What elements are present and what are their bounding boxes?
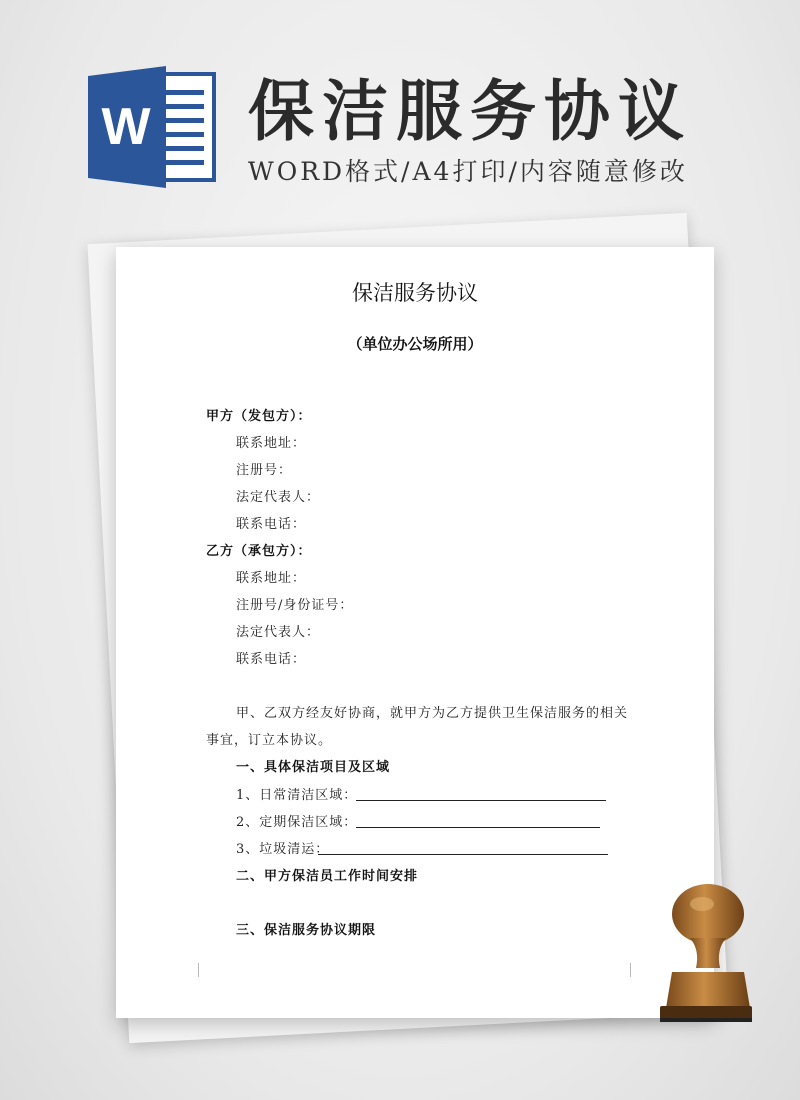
section-1-item-2: 2、定期保洁区域： [236, 815, 358, 830]
section-3-heading: 三、保洁服务协议期限 [236, 923, 377, 938]
document-subtitle: （单位办公场所用） [347, 335, 483, 353]
party-b-address: 联系地址： [236, 571, 307, 586]
section-1-item-1: 1、日常清洁区域： [236, 788, 358, 803]
section-1-heading: 一、具体保洁项目及区域 [236, 760, 391, 775]
party-a-reg-no: 注册号： [236, 463, 293, 478]
banner-title: 保洁服务协议 [248, 73, 692, 150]
party-b-reg-no: 注册号/身份证号： [236, 598, 354, 613]
banner-subtitle: WORD格式/A4打印/内容随意修改 [248, 157, 688, 186]
party-b-legal-rep: 法定代表人： [236, 625, 321, 640]
intro-line-2: 事宜，订立本协议。 [206, 733, 333, 748]
party-a-heading: 甲方（发包方）： [206, 409, 312, 424]
document-title: 保洁服务协议 [352, 281, 478, 305]
party-b-phone: 联系电话： [236, 652, 307, 667]
fill-line-daily-area [356, 800, 606, 801]
fill-line-periodic-area [356, 827, 600, 828]
party-a-address: 联系地址： [236, 436, 307, 451]
page-corner-mark-right [630, 963, 631, 977]
party-a-phone: 联系电话： [236, 517, 307, 532]
page-corner-mark-left [198, 963, 199, 977]
section-2-heading: 二、甲方保洁员工作时间安排 [236, 869, 419, 884]
word-logo-icon [88, 66, 216, 188]
intro-line-1: 甲、乙双方经友好协商，就甲方为乙方提供卫生保洁服务的相关 [236, 706, 629, 721]
party-a-legal-rep: 法定代表人： [236, 490, 321, 505]
word-logo-letter: W [101, 98, 151, 156]
section-1-item-3: 3、垃圾清运： [236, 842, 330, 857]
party-b-heading: 乙方（承包方）： [206, 544, 312, 559]
rubber-stamp-icon [650, 880, 760, 1030]
document-page [116, 247, 714, 1018]
fill-line-garbage [318, 854, 608, 855]
